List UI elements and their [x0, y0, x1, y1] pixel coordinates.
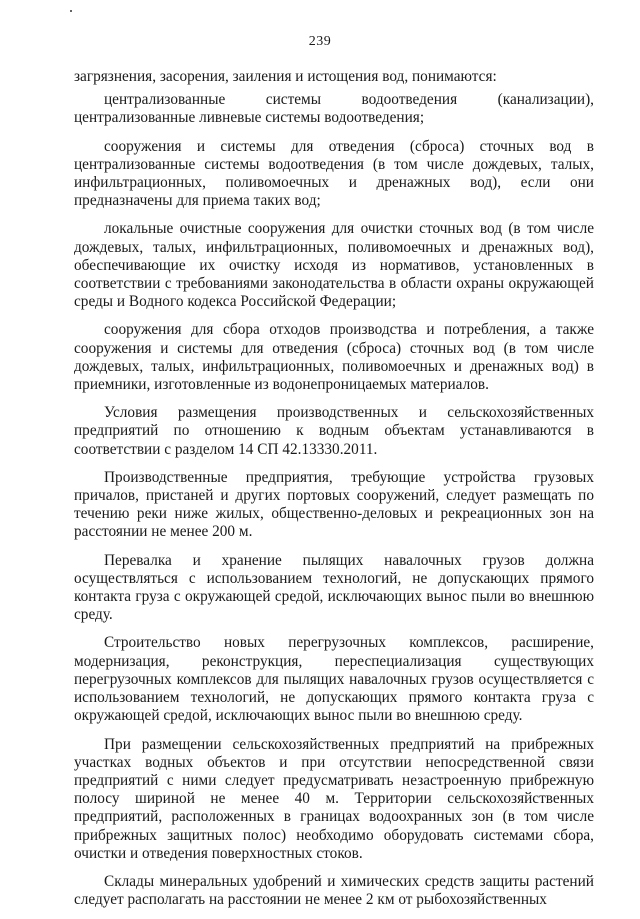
paragraph-waste-collection: сооружения для сбора отходов производства и потребления, а также сооружения и системы для отведения (сброса) сточных вод (в том числе дождевых, талых, инфильтрационных, поливомоечных и дренажных вод) в приемники, изготовленные из водонепроницаемых материалов.: [74, 321, 594, 394]
paragraph-siting-conditions: Условия размещения производственных и сельскохозяйственных предприятий по отношению к водным объектам устанавливаются в соответствии с разделом 14 СП 42.13330.2011.: [74, 404, 594, 458]
paragraph-dusty-cargo-handling: Перевалка и хранение пылящих навалочных грузов должна осуществляться с использованием технологий, не допускающих прямого контакта груза с окружающей средой, исключающих вынос пыли во внешнюю среду.: [74, 551, 594, 624]
paragraph-intro: загрязнения, засорения, заиления и истощения вод, понимаются:: [74, 68, 497, 85]
paragraph-local-treatment: локальные очистные сооружения для очистки сточных вод (в том числе дождевых, талых, инфильтрационных, поливомоечных и дренажных вод), обеспечивающие их очистку исходя из нормативов, установленных в соответствии с требованиями законодательства в области охраны окружающей среды и Водного кодекса Российской Федерации;: [74, 220, 594, 311]
paragraph-transshipment-complexes: Строительство новых перегрузочных комплексов, расширение, модернизация, реконструкция, переспециализация существующих перегрузочных комплексов для пылящих навалочных грузов осуществляется с использованием технологий, не допускающих прямого контакта груза с окружающей средой, исключающих вынос пыли во внешнюю среду.: [74, 634, 594, 725]
paragraph-fertilizer-storage: Склады минеральных удобрений и химических средств защиты растений следует располагать на расстоянии не менее 2 км от рыбохозяйственных: [74, 872, 594, 909]
paragraph-port-facilities: Производственные предприятия, требующие устройства грузовых причалов, пристаней и других портовых сооружений, следует размещать по течению реки ниже жилых, общественно-деловых и рекреационных зон на расстоянии не менее 200 м.: [74, 468, 594, 541]
page-number: 239: [308, 34, 332, 49]
paragraph-drainage-structures: сооружения и системы для отведения (сброса) сточных вод в централизованные системы водоотведения (в том числе дождевых, талых, инфильтрационных, поливомоечных и дренажных вод), если они предназначены для приема таких вод;: [74, 137, 594, 210]
body-text: [74, 68, 594, 919]
paragraph-centralized-systems: централизованные системы водоотведения (канализации), централизованные ливневые системы водоотведения;: [74, 91, 594, 127]
paragraph-agricultural-siting: При размещении сельскохозяйственных предприятий на прибрежных участках водных объектов и при отсутствии непосредственной связи предприятий с ними следует предусматривать незастроенную прибрежную полосу шириной не менее 40 м. Территории сельскохозяйственных предприятий, расположенных в границах водоохранных зон (в том числе прибрежных защитных полос) необходимо оборудовать системами сбора, очистки и отведения поверхностных стоков.: [74, 735, 594, 862]
scan-speck: [70, 10, 72, 12]
